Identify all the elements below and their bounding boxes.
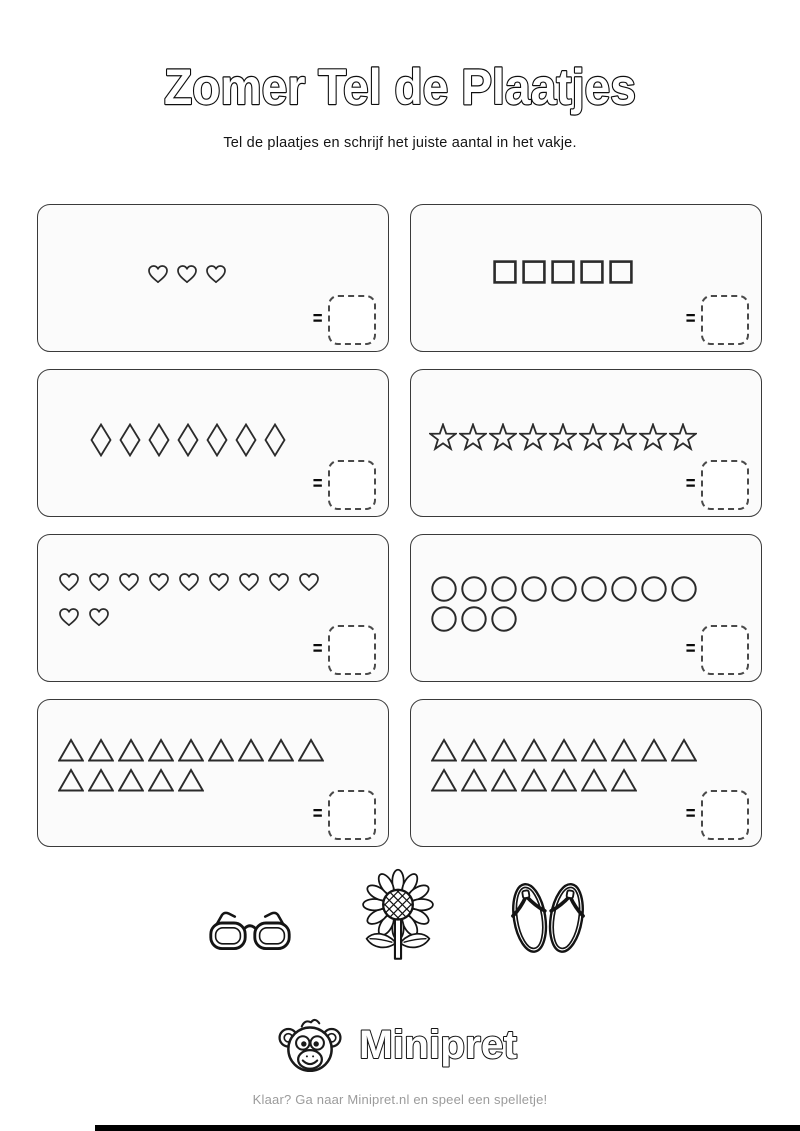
triangle-icon bbox=[551, 768, 577, 792]
monkey-icon bbox=[277, 1012, 343, 1078]
diamond-icon bbox=[206, 423, 228, 457]
heart-icon bbox=[89, 608, 109, 627]
shape-row bbox=[148, 265, 226, 284]
triangle-icon bbox=[461, 738, 487, 762]
count-box bbox=[37, 534, 389, 682]
answer-area bbox=[686, 625, 749, 675]
square-icon bbox=[551, 260, 575, 284]
triangle-icon bbox=[208, 738, 234, 762]
equals-sign: = bbox=[685, 803, 696, 825]
heart-icon bbox=[206, 265, 226, 284]
heart-icon bbox=[177, 265, 197, 284]
heart-icon bbox=[179, 573, 199, 592]
answer-box[interactable] bbox=[328, 625, 376, 675]
heart-icon bbox=[59, 608, 79, 627]
answer-box[interactable] bbox=[328, 295, 376, 345]
flip-flops-icon bbox=[502, 870, 594, 964]
circle-icon bbox=[491, 606, 517, 632]
heart-icon bbox=[149, 573, 169, 592]
star-icon bbox=[579, 423, 607, 451]
circle-icon bbox=[461, 606, 487, 632]
sunglasses-icon bbox=[206, 906, 294, 964]
count-box bbox=[410, 699, 762, 847]
circle-icon bbox=[521, 576, 547, 602]
star-icon bbox=[459, 423, 487, 451]
equals-sign: = bbox=[312, 803, 323, 825]
answer-box[interactable] bbox=[701, 625, 749, 675]
triangle-icon bbox=[58, 738, 84, 762]
shape-grid bbox=[90, 423, 286, 457]
answer-area bbox=[686, 460, 749, 510]
equals-sign: = bbox=[685, 473, 696, 495]
triangle-icon bbox=[611, 738, 637, 762]
triangle-icon bbox=[148, 768, 174, 792]
diamond-icon bbox=[119, 423, 141, 457]
triangle-icon bbox=[581, 768, 607, 792]
brand-wordmark bbox=[353, 1018, 523, 1072]
triangle-icon bbox=[641, 738, 667, 762]
equals-sign: = bbox=[685, 638, 696, 660]
brand-name: Minipret bbox=[359, 1023, 517, 1067]
triangle-icon bbox=[58, 768, 84, 792]
shape-grid bbox=[431, 738, 697, 792]
answer-area bbox=[686, 790, 749, 840]
answer-box[interactable] bbox=[701, 790, 749, 840]
shape-row bbox=[58, 738, 324, 762]
shape-grid bbox=[429, 423, 697, 451]
square-icon bbox=[493, 260, 517, 284]
shape-row bbox=[431, 606, 697, 632]
answer-box[interactable] bbox=[701, 460, 749, 510]
shape-row bbox=[59, 573, 319, 592]
page-title-art bbox=[0, 52, 800, 124]
shape-grid bbox=[58, 738, 324, 792]
square-icon bbox=[609, 260, 633, 284]
answer-area bbox=[313, 295, 376, 345]
brand-logo bbox=[0, 1012, 800, 1078]
heart-icon bbox=[299, 573, 319, 592]
triangle-icon bbox=[238, 738, 264, 762]
count-box bbox=[410, 534, 762, 682]
answer-box[interactable] bbox=[328, 460, 376, 510]
circle-icon bbox=[431, 606, 457, 632]
circle-icon bbox=[671, 576, 697, 602]
triangle-icon bbox=[148, 738, 174, 762]
shape-row bbox=[59, 608, 319, 627]
triangle-icon bbox=[551, 738, 577, 762]
sunflower-icon bbox=[358, 868, 438, 964]
star-icon bbox=[639, 423, 667, 451]
star-icon bbox=[489, 423, 517, 451]
shape-row bbox=[429, 423, 697, 451]
answer-box[interactable] bbox=[701, 295, 749, 345]
answer-area bbox=[313, 790, 376, 840]
answer-area bbox=[686, 295, 749, 345]
decoration-row bbox=[0, 868, 800, 964]
count-box bbox=[410, 369, 762, 517]
star-icon bbox=[609, 423, 637, 451]
diamond-icon bbox=[148, 423, 170, 457]
equals-sign: = bbox=[685, 308, 696, 330]
triangle-icon bbox=[88, 768, 114, 792]
equals-sign: = bbox=[312, 473, 323, 495]
equals-sign: = bbox=[312, 638, 323, 660]
circle-icon bbox=[431, 576, 457, 602]
count-box bbox=[410, 204, 762, 352]
bottom-bar bbox=[95, 1125, 800, 1131]
star-icon bbox=[519, 423, 547, 451]
diamond-icon bbox=[235, 423, 257, 457]
heart-icon bbox=[119, 573, 139, 592]
triangle-icon bbox=[521, 738, 547, 762]
circle-icon bbox=[491, 576, 517, 602]
shape-row bbox=[431, 576, 697, 602]
heart-icon bbox=[59, 573, 79, 592]
triangle-icon bbox=[461, 768, 487, 792]
shape-grid bbox=[148, 265, 226, 284]
triangle-icon bbox=[298, 738, 324, 762]
star-icon bbox=[429, 423, 457, 451]
triangle-icon bbox=[431, 768, 457, 792]
worksheet-grid bbox=[37, 204, 762, 847]
triangle-icon bbox=[178, 768, 204, 792]
circle-icon bbox=[611, 576, 637, 602]
shape-grid bbox=[59, 573, 319, 627]
star-icon bbox=[549, 423, 577, 451]
heart-icon bbox=[269, 573, 289, 592]
heart-icon bbox=[148, 265, 168, 284]
count-box bbox=[37, 699, 389, 847]
square-icon bbox=[522, 260, 546, 284]
count-box bbox=[37, 369, 389, 517]
count-box bbox=[37, 204, 389, 352]
triangle-icon bbox=[268, 738, 294, 762]
star-icon bbox=[669, 423, 697, 451]
shape-row bbox=[90, 423, 286, 457]
shape-row bbox=[431, 738, 697, 762]
heart-icon bbox=[239, 573, 259, 592]
shape-row bbox=[493, 260, 633, 284]
shape-grid bbox=[431, 576, 697, 632]
triangle-icon bbox=[431, 738, 457, 762]
triangle-icon bbox=[88, 738, 114, 762]
triangle-icon bbox=[491, 768, 517, 792]
answer-area bbox=[313, 460, 376, 510]
footer-text: Klaar? Ga naar Minipret.nl en speel een spelletje! bbox=[252, 1092, 548, 1107]
equals-sign: = bbox=[312, 308, 323, 330]
diamond-icon bbox=[90, 423, 112, 457]
shape-row bbox=[431, 768, 697, 792]
triangle-icon bbox=[611, 768, 637, 792]
page-title: Zomer Tel de Plaatjes bbox=[164, 59, 636, 115]
shape-row bbox=[58, 768, 324, 792]
page-subtitle: Tel de plaatjes en schrijf het juiste aantal in het vakje. bbox=[223, 135, 577, 151]
diamond-icon bbox=[264, 423, 286, 457]
header bbox=[0, 52, 800, 151]
circle-icon bbox=[461, 576, 487, 602]
diamond-icon bbox=[177, 423, 199, 457]
square-icon bbox=[580, 260, 604, 284]
heart-icon bbox=[209, 573, 229, 592]
triangle-icon bbox=[491, 738, 517, 762]
triangle-icon bbox=[581, 738, 607, 762]
triangle-icon bbox=[118, 768, 144, 792]
circle-icon bbox=[551, 576, 577, 602]
answer-area bbox=[313, 625, 376, 675]
triangle-icon bbox=[118, 738, 144, 762]
circle-icon bbox=[641, 576, 667, 602]
answer-box[interactable] bbox=[328, 790, 376, 840]
triangle-icon bbox=[521, 768, 547, 792]
triangle-icon bbox=[178, 738, 204, 762]
circle-icon bbox=[581, 576, 607, 602]
triangle-icon bbox=[671, 738, 697, 762]
shape-grid bbox=[493, 260, 633, 284]
heart-icon bbox=[89, 573, 109, 592]
